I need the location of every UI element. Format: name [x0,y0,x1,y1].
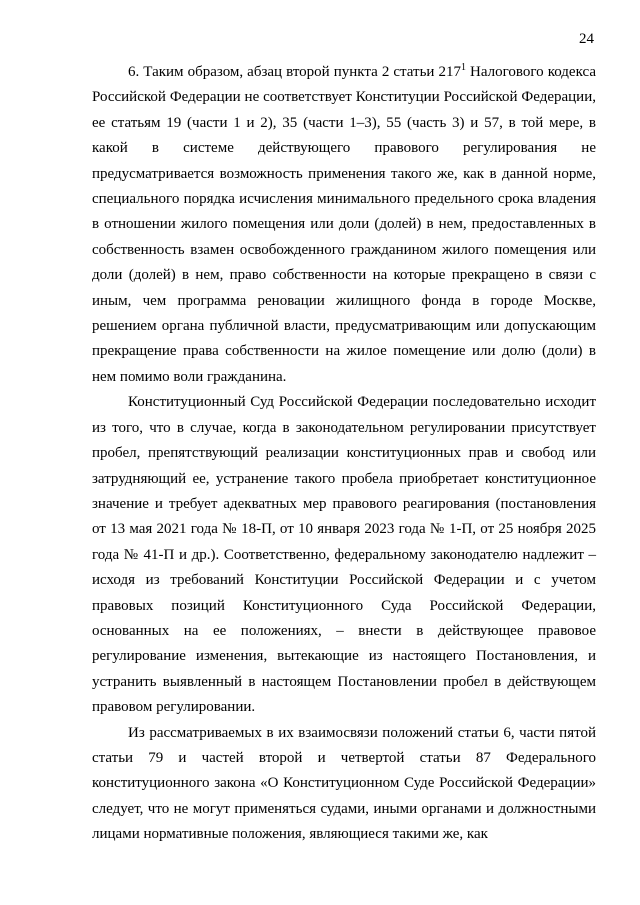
document-body [92,60,596,848]
footnote-superscript: 1 [460,62,466,73]
paragraph-6 [92,60,596,390]
paragraph-6-text-end: Налогового кодекса Российской Федерации не соответствует Конституции Российской Федерации, ее статьям 19 (части 1 и 2), 35 (части 1–3), 55 (часть 3) и 57, в той мере, в какой в системе действующего правового регулирования не предусматривается возможность применения такого же, как в данной норме, специального порядка исчисления минимального предельного срока владения в отношении жилого помещения или доли (долей) в нем, предоставленных в собственность взамен освобожденного гражданином жилого помещения или доли (долей) в нем, право собственности на которые прекращено в связи с иным, чем программа реновации жилищного фонда в городе Москве, решением органа публичной власти, предусматривающим или допускающим прекращение права собственности на жилое помещение или долю (доли) в нем помимо воли гражданина. [92,64,596,385]
paragraph-6-text-start: 6. Таким образом, абзац второй пункта 2 статьи 217 [128,64,461,80]
paragraph-legislative-gap: Конституционный Суд Российской Федерации последовательно исходит из того, что в случае, когда в законодательном регулировании присутствует пробел, препятствующий реализации конституционных прав и свобод или затрудняющий ее, устранение такого пробела приобретает конституционное значение и требует адекватных мер правового реагирования (постановления от 13 мая 2021 года № 18-П, от 10 января 2023 года № 1-П, от 25 ноября 2025 года № 41-П и др.). Соответственно, федеральному законодателю надлежит – исходя из требований Конституции Российской Федерации и с учетом правовых позиций Конституционного Суда Российской Федерации, основанных на ее положениях, – внести в действующее правовое регулирование изменения, вытекающие из настоящего Постановления, и устранить выявленный в настоящем Постановлении пробел в действующем правовом регулировании. [92,394,596,716]
page-number: 24 [579,31,594,47]
paragraph-legal-provisions: Из рассматриваемых в их взаимосвязи положений статьи 6, части пятой статьи 79 и частей второй и четвертой статьи 87 Федерального конституционного закона «О Конституционном Суде Российской Федерации» следует, что не могут применяться судами, иными органами и должностными лицами нормативные положения, являющиеся такими же, как [92,724,596,843]
